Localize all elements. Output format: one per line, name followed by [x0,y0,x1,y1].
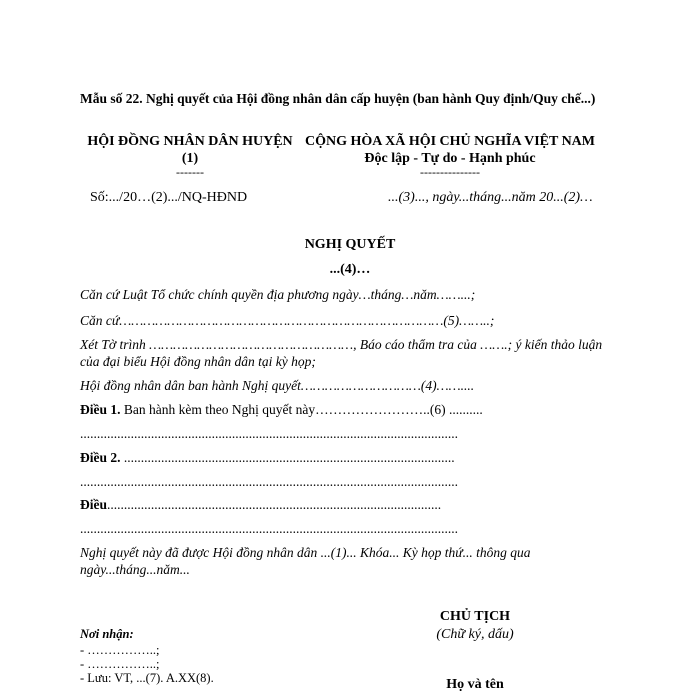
document-type: NGHỊ QUYẾT [304,237,396,252]
recipients-label: Nơi nhận: [80,627,134,641]
signature-note: (Chữ ký, dấu) [436,627,514,642]
article-text: ................................................................................................... [107,497,442,512]
article-1-continuation: ................................................................................................................ [80,426,458,441]
preamble-line: Xét Tờ trình ……………………………………………, Báo cáo thẩm tra của …….; ý kiến thảo luận của đại biểu Hội đồng nhân dân tại kỳ họp; [80,337,603,369]
national-title: CỘNG HÒA XÃ HỘI CHỦ NGHĨA VIỆT NAM [304,134,595,149]
issuing-org [80,133,300,177]
recipient-item: - Lưu: VT, ...(7). A.XX(8). [80,671,214,685]
signer-name: Họ và tên [446,677,504,692]
recipient-item: - ……………..; [80,643,160,657]
closing-statement: Nghị quyết này đã được Hội đồng nhân dân ...(1)... Khóa... Kỳ họp thứ... thông qua ngày...tháng...năm... [80,545,531,577]
article-label: Điều 1. [80,402,121,417]
motto: Độc lập - Tự do - Hạnh phúc [364,151,536,166]
document-subject: ...(4)… [329,262,371,277]
article-label: Điều [80,497,107,512]
org-name: HỘI ĐỒNG NHÂN DÂN HUYỆN (1) [87,134,293,166]
national-heading [280,133,620,177]
article-1 [80,402,620,418]
preamble-line: Căn cứ………………………………………………………………………(5)……..; [80,313,495,328]
recipient-item: - ……………..; [80,657,160,671]
motto-separator: --------------- [420,165,480,179]
signature-title: CHỦ TỊCH [439,609,511,624]
org-separator: ------- [176,165,204,179]
article-2 [80,450,620,466]
article-3 [80,497,620,513]
article-text: Ban hành kèm theo Nghị quyết này……………………..(6) .......... [120,402,483,417]
article-2-continuation: ................................................................................................................ [80,474,458,489]
preamble-line: Hội đồng nhân dân ban hành Nghị quyết…………………………(4)…….... [80,378,475,393]
document-number: Số:.../20…(2).../NQ-HĐND [90,190,248,205]
preamble-line: Căn cứ Luật Tổ chức chính quyền địa phương ngày…tháng…năm……...; [80,287,476,302]
form-title: Mẫu số 22. Nghị quyết của Hội đồng nhân dân cấp huyện (ban hành Quy định/Quy chế...) [80,91,596,106]
article-label: Điều 2. [80,450,121,465]
article-3-continuation: ................................................................................................................ [80,521,458,536]
article-text: .................................................................................................. [120,450,455,465]
place-date: ...(3)..., ngày...tháng...năm 20...(2)… [388,190,593,205]
